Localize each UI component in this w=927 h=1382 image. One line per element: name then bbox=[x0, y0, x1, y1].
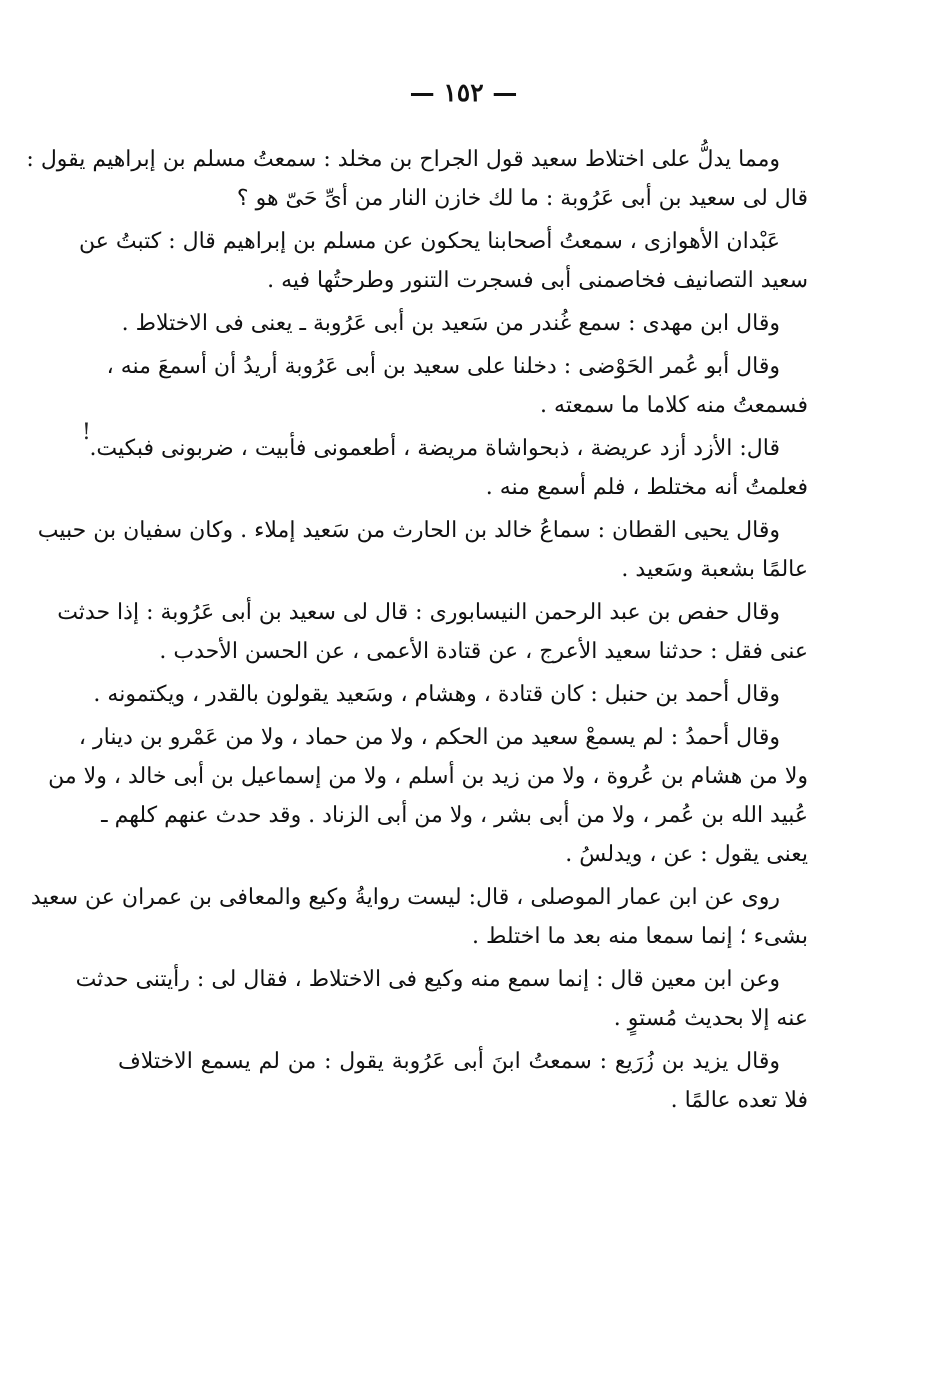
text-line: وقال يحيى القطان : سماعُ خالد بن الحارث من سَعيد إملاء . وكان سفيان بن حبيب bbox=[37, 518, 780, 543]
text-line: بشىء ؛ إنما سمعا منه بعد ما اختلط . bbox=[472, 924, 808, 949]
paragraph bbox=[75, 960, 808, 1038]
margin-mark: ! bbox=[82, 420, 91, 445]
text-line: عَبْدان الأهوازى ، سمعتُ أصحابنا يحكون عن مسلم بن إبراهيم قال : كتبتُ عن bbox=[79, 229, 780, 254]
text-line: ومما يدلُّ على اختلاط سعيد قول الجراح بن مخلد : سمعتُ مسلم بن إبراهيم يقول : bbox=[26, 147, 780, 172]
text-line: عالمًا بشعبة وسَعيد . bbox=[621, 557, 808, 582]
text-line: روى عن ابن عمار الموصلى ، قال: ليست روايةُ وكيع والمعافى بن عمران عن سعيد bbox=[30, 885, 780, 910]
text-line: ولا من هشام بن عُروة ، ولا من زيد بن أسلم ، ولا من إسماعيل بن أبى خالد ، ولا من bbox=[48, 764, 808, 789]
text-line: وقال حفص بن عبد الرحمن النيسابورى : قال لى سعيد بن أبى عَرُوبة : إذا حدثت bbox=[57, 600, 780, 625]
paragraph bbox=[93, 675, 808, 714]
text-line: قال لى سعيد بن أبى عَرُوبة : ما لك خازن النار من أىِّ حَىّ هو ؟ bbox=[236, 186, 808, 211]
text-line: يعنى يقول : عن ، ويدلسُ . bbox=[565, 842, 808, 867]
paragraph bbox=[79, 222, 808, 300]
text-line: وقال أبو عُمر الحَوْضى : دخلنا على سعيد بن أبى عَرُوبة أريدُ أن أسمعَ منه ، bbox=[106, 354, 780, 379]
paragraph bbox=[30, 878, 808, 956]
text-line: وقال ابن مهدى : سمع غُندر من سَعيد بن أبى عَرُوبة ـ يعنى فى الاختلاط . bbox=[121, 311, 780, 336]
paragraph bbox=[89, 429, 808, 507]
paragraph bbox=[118, 304, 808, 343]
paragraph bbox=[37, 511, 808, 589]
text-line: وعن ابن معين قال : إنما سمع منه وكيع فى الاختلاط ، فقال لى : رأيتنى حدثت bbox=[75, 967, 780, 992]
text-line: وقال يزيد بن زُرَيع : سمعتُ ابنَ أبى عَرُوبة يقول : من لم يسمع الاختلاف bbox=[118, 1049, 780, 1074]
page-number: — ١٥٢ — bbox=[409, 78, 518, 107]
text-line: قال: الأزد أزد عريضة ، ذبحواشاة مريضة ، أطعمونى فأبيت ، ضربونى فبكيت. bbox=[89, 436, 780, 461]
paragraph bbox=[26, 140, 808, 218]
text-line: فسمعتُ منه كلاما ما سمعته . bbox=[539, 393, 808, 418]
text-line: عنه إلا بحديث مُستوٍ . bbox=[613, 1006, 808, 1031]
text-line: وقال أحمد بن حنبل : كان قتادة ، وهشام ، وسَعيد يقولون بالقدر ، ويكتمونه . bbox=[93, 682, 780, 707]
text-line: فعلمتُ أنه مختلط ، فلم أسمع منه . bbox=[485, 475, 808, 500]
paragraph bbox=[118, 1042, 808, 1120]
text-line: وقال أحمدُ : لم يسمعْ سعيد من الحكم ، ولا من حماد ، ولا من عَمْرو بن دينار ، bbox=[78, 725, 780, 750]
text-line: عُبيد الله بن عُمر ، ولا من أبى بشر ، ولا من أبى الزناد . وقد حدث عنهم كلهم ـ bbox=[101, 803, 808, 828]
text-line: عنى فقل : حدثنا سعيد الأعرج ، عن قتادة الأعمى ، عن الحسن الأحدب . bbox=[159, 639, 808, 664]
paragraph bbox=[106, 347, 808, 425]
text-line: فلا تعده عالمًا . bbox=[670, 1088, 808, 1113]
paragraph bbox=[48, 718, 808, 874]
text-line: سعيد التصانيف فخاصمنى أبى فسجرت التنور وطرحتُها فيه . bbox=[267, 268, 808, 293]
body-text bbox=[26, 140, 808, 1124]
paragraph bbox=[57, 593, 808, 671]
